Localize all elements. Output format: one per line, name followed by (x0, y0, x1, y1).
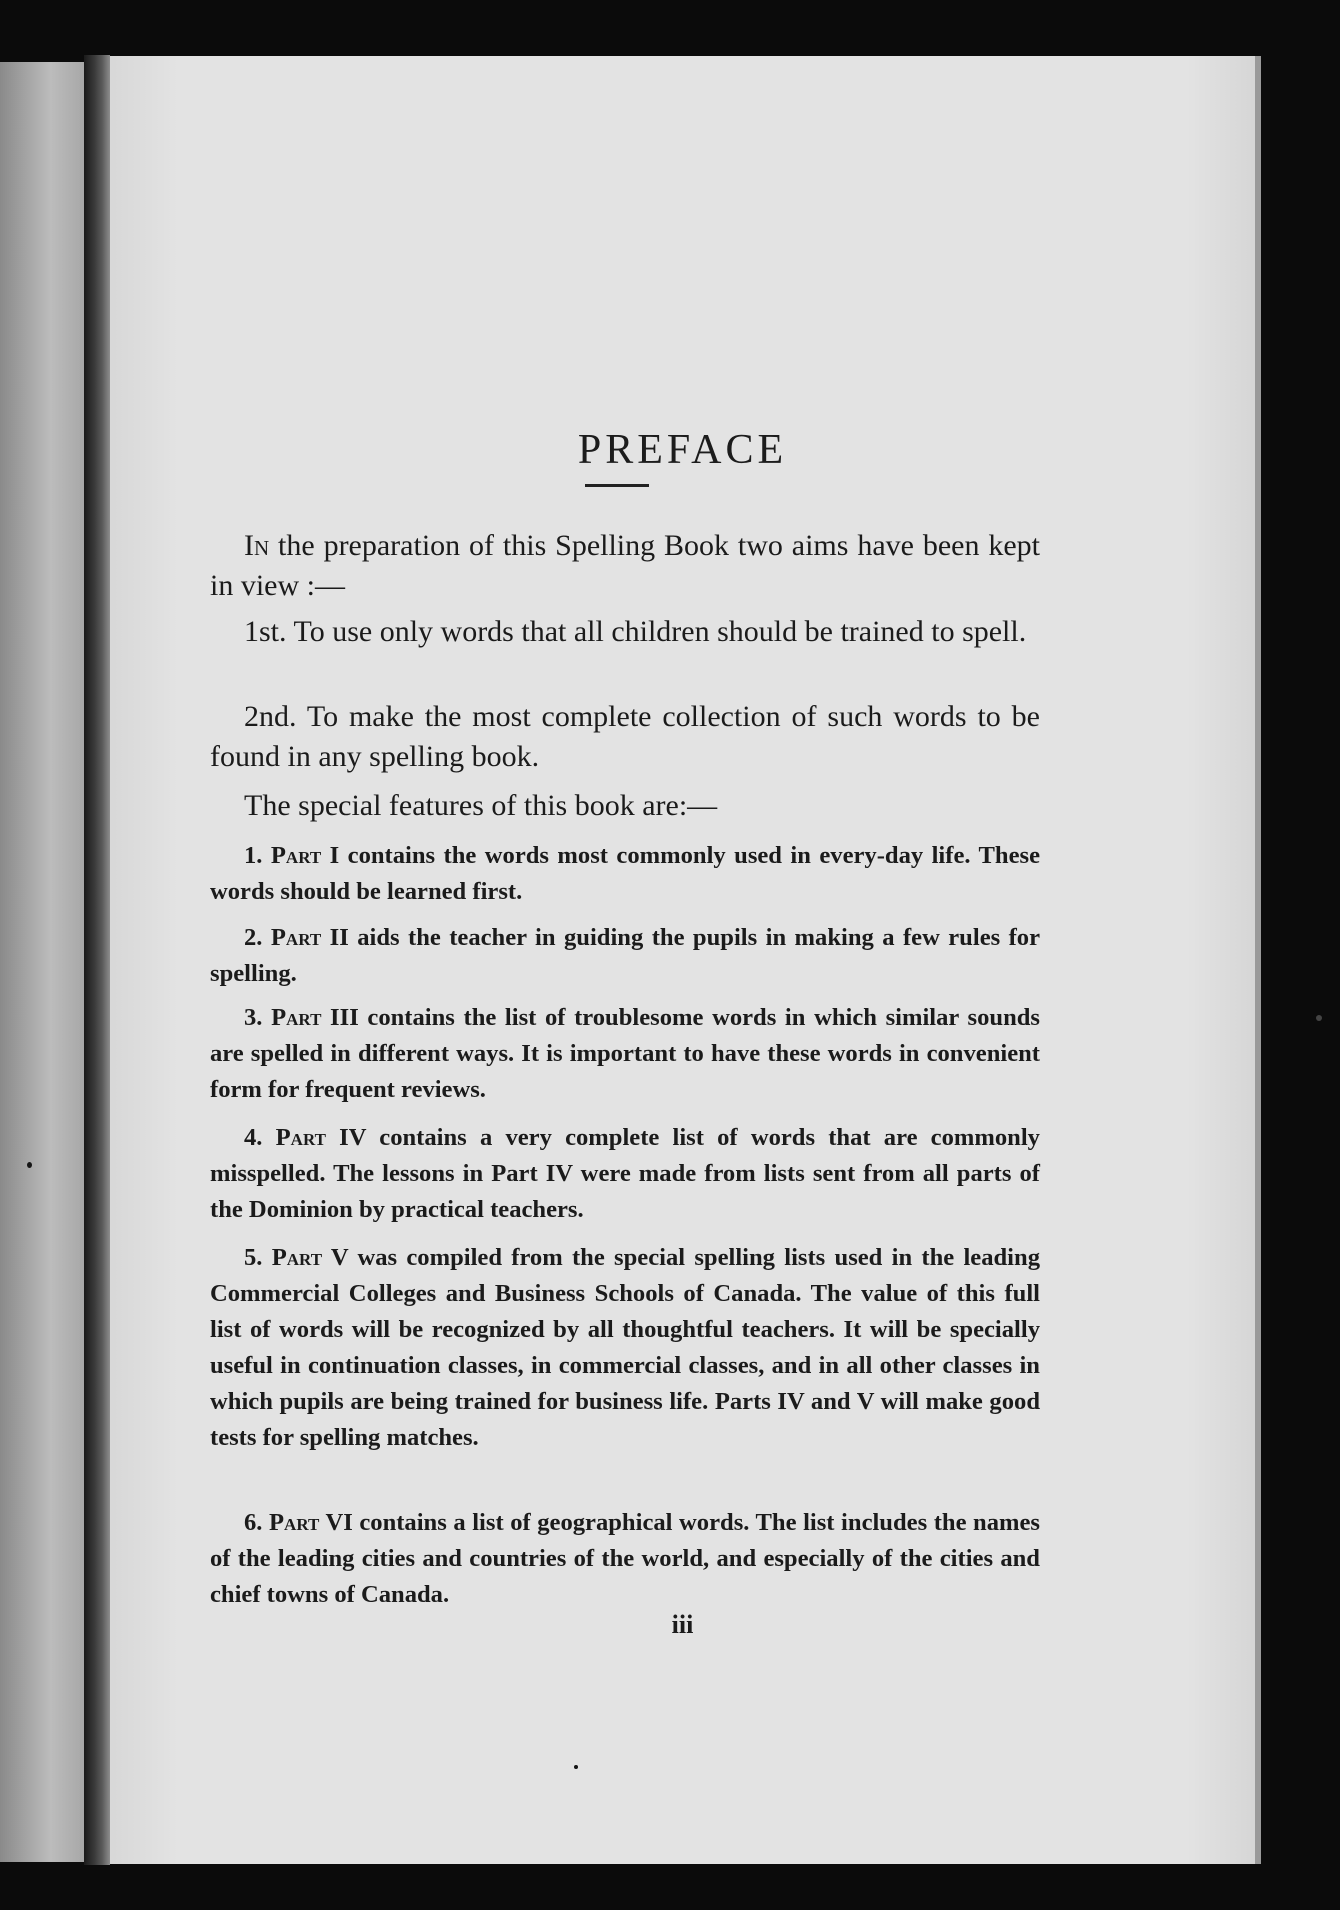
item-number: 4. (244, 1124, 263, 1151)
item-roman: II (321, 924, 349, 951)
aim-second: 2nd. To make the most complete collection of such words to be found in any spelling book. (210, 700, 1040, 773)
intro-text: the preparation of this Spelling Book two aims have been kept in view :— (210, 529, 1040, 602)
feature-item-3 (210, 1000, 1040, 1108)
item-text: contains the list of troublesome words in which similar sounds are spelled in different ways. It is important to have these words in convenient form for frequent reviews. (210, 1004, 1040, 1103)
facing-page-edge (0, 62, 84, 1862)
item-text: was compiled from the special spelling lists used in the leading Commercial Colleges and Business Schools of Canada. The value of this full list of words will be recognized by all thoughtful teachers. It will be specially useful in continuation classes, in commercial classes, and in all other classes in which pupils are being trained for business life. Parts IV and V will make good tests for spelling matches. (210, 1244, 1040, 1451)
page-edge (1255, 56, 1261, 1864)
item-number: 2. (244, 924, 263, 951)
item-roman: IV (325, 1124, 367, 1151)
page-title: PREFACE (577, 427, 788, 474)
features-intro: The special features of this book are:— (244, 789, 718, 822)
feature-item-5 (210, 1240, 1040, 1456)
item-text: aids the teacher in guiding the pupils in making a few rules for spelling. (210, 924, 1041, 987)
feature-item-6 (210, 1505, 1040, 1613)
ink-speck (574, 1765, 578, 1769)
item-part: Part (275, 1124, 326, 1151)
title-rule (585, 484, 649, 487)
item-number: 6. (244, 1509, 263, 1536)
item-roman: VI (319, 1509, 353, 1536)
intro-paragraph (210, 526, 1040, 606)
ink-speck (1316, 1015, 1322, 1021)
item-part: Part (269, 1509, 320, 1536)
feature-item-4 (210, 1120, 1040, 1228)
feature-item-1 (210, 838, 1040, 910)
feature-item-2 (210, 920, 1040, 992)
book-gutter (84, 55, 110, 1865)
item-number: 5. (244, 1244, 263, 1271)
item-text: contains a very complete list of words that are commonly misspelled. The lessons in Part IV were made from lists sent from all parts of the Dominion by practical teachers. (210, 1124, 1040, 1223)
item-text: contains a list of geographical words. The list includes the names of the leading cities and countries of the world, and especially of the cities and chief towns of Canada. (210, 1509, 1040, 1608)
item-part: Part (271, 1004, 322, 1031)
item-roman: V (322, 1244, 349, 1271)
ink-speck (27, 1162, 32, 1168)
page-number: iii (671, 1610, 694, 1639)
item-part: Part (271, 1244, 323, 1271)
item-roman: I (321, 842, 340, 869)
item-roman: III (321, 1004, 359, 1031)
item-part: Part (270, 842, 322, 869)
item-part: Part (270, 924, 322, 951)
aim-first: 1st. To use only words that all children should be trained to spell. (244, 615, 1027, 648)
item-number: 1. (244, 842, 263, 869)
intro-lead: In (244, 529, 270, 562)
item-text: contains the words most commonly used in every-day life. These words should be learned first. (210, 842, 1040, 905)
item-number: 3. (244, 1004, 263, 1031)
